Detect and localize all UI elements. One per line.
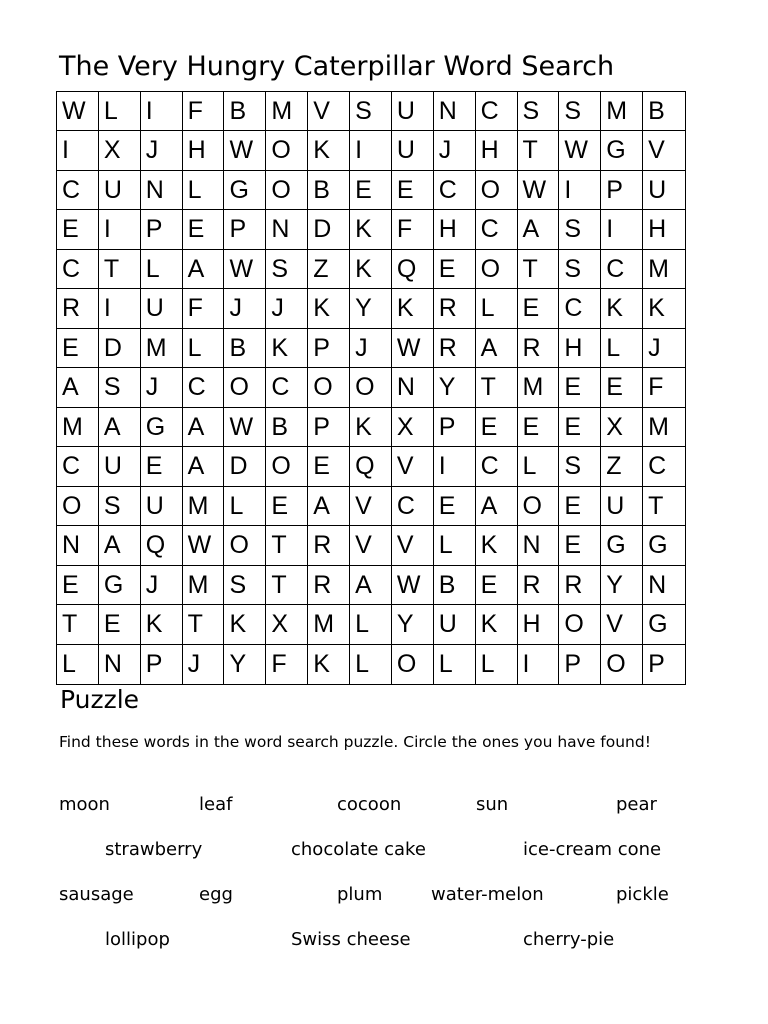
grid-cell: J [183,645,225,684]
grid-cell: A [57,368,99,407]
grid-cell: Y [350,289,392,328]
grid-cell: S [99,487,141,526]
grid-cell: L [476,645,518,684]
grid-cell: G [141,408,183,447]
grid-cell: I [99,210,141,249]
grid-cell: Y [224,645,266,684]
word-item: Swiss cheese [291,929,411,950]
grid-cell: J [350,329,392,368]
grid-cell: L [350,645,392,684]
grid-cell: N [99,645,141,684]
grid-cell: K [308,645,350,684]
grid-cell: A [518,210,560,249]
word-item: strawberry [105,839,203,860]
grid-cell: X [392,408,434,447]
word-item: sun [476,794,509,815]
grid-cell: D [308,210,350,249]
grid-cell: M [141,329,183,368]
grid-cell: E [559,408,601,447]
grid-cell: O [518,487,560,526]
grid-cell: R [518,566,560,605]
grid-cell: X [601,408,643,447]
grid-cell: E [601,368,643,407]
grid-cell: O [224,368,266,407]
grid-cell: W [224,250,266,289]
grid-cell: L [183,171,225,210]
grid-cell: S [99,368,141,407]
grid-cell: Q [141,526,183,565]
grid-cell: S [518,92,560,131]
grid-cell: G [601,131,643,170]
grid-cell: E [518,289,560,328]
grid-cell: O [392,645,434,684]
puzzle-heading: Puzzle [60,685,140,714]
grid-cell: T [57,605,99,644]
grid-cell: E [99,605,141,644]
grid-cell: E [392,171,434,210]
grid-cell: T [99,250,141,289]
grid-cell: N [434,92,476,131]
grid-cell: E [350,171,392,210]
grid-cell: X [99,131,141,170]
grid-cell: U [141,289,183,328]
grid-cell: A [183,408,225,447]
grid-cell: E [434,487,476,526]
grid-cell: Q [392,250,434,289]
grid-cell: A [476,487,518,526]
grid-cell: M [266,92,308,131]
grid-cell: W [224,408,266,447]
grid-cell: E [141,447,183,486]
grid-cell: J [141,566,183,605]
grid-cell: B [266,408,308,447]
grid-cell: N [266,210,308,249]
grid-cell: E [183,210,225,249]
grid-cell: C [559,289,601,328]
grid-cell: C [57,250,99,289]
grid-cell: M [601,92,643,131]
grid-cell: H [434,210,476,249]
grid-cell: C [476,210,518,249]
grid-cell: B [643,92,685,131]
grid-cell: I [559,171,601,210]
grid-cell: K [476,526,518,565]
grid-cell: A [308,487,350,526]
grid-cell: C [434,171,476,210]
word-item: ice-cream cone [523,839,662,860]
grid-cell: K [141,605,183,644]
grid-cell: I [601,210,643,249]
grid-cell: F [183,92,225,131]
grid-cell: C [601,250,643,289]
grid-cell: D [224,447,266,486]
grid-cell: L [141,250,183,289]
grid-cell: S [559,447,601,486]
grid-cell: L [57,645,99,684]
grid-cell: I [518,645,560,684]
grid-cell: P [648,649,665,678]
grid-cell: G [643,526,685,565]
grid-cell: J [224,289,266,328]
grid-cell: T [643,487,685,526]
grid-cell: Z [601,447,643,486]
word-item: pear [616,794,657,815]
grid-cell: R [559,566,601,605]
grid-cell: A [476,329,518,368]
grid-cell: U [392,131,434,170]
grid-cell: D [99,329,141,368]
grid-cell: F [183,289,225,328]
grid-cell: Y [434,368,476,407]
grid-cell: X [266,605,308,644]
grid-cell: P [559,645,601,684]
grid-cell: N [57,526,99,565]
grid-cell: V [350,487,392,526]
grid-cell: O [224,526,266,565]
grid-cell: K [224,605,266,644]
grid-cell: U [99,447,141,486]
grid-cell: B [224,92,266,131]
grid-cell: M [183,487,225,526]
grid-cell: L [434,645,476,684]
grid-cell: P [601,171,643,210]
grid-cell: O [57,487,99,526]
grid-cell: Q [350,447,392,486]
grid-cell: P [141,645,183,684]
page-title: The Very Hungry Caterpillar Word Search [59,51,615,82]
grid-cell: V [308,92,350,131]
grid-cell: A [183,447,225,486]
grid-cell: W [392,566,434,605]
grid-cell: C [57,171,99,210]
grid-cell: F [392,210,434,249]
grid-cell: C [476,92,518,131]
grid-cell: R [434,289,476,328]
word-item: plum [337,884,383,905]
grid-cell: O [350,368,392,407]
grid-cell: U [392,92,434,131]
grid-cell: E [308,447,350,486]
instructions-text: Find these words in the word search puzzle. Circle the ones you have found! [59,733,651,751]
grid-cell: W [392,329,434,368]
grid-cell: L [476,289,518,328]
grid-cell: L [434,526,476,565]
grid-cell: M [643,408,685,447]
grid-cell: V [392,526,434,565]
grid-cell: K [476,605,518,644]
grid-cell: U [601,487,643,526]
grid-cell: A [99,408,141,447]
grid-cell: M [183,566,225,605]
grid-cell: M [518,368,560,407]
word-item: moon [59,794,110,815]
grid-cell: H [559,329,601,368]
grid-cell: G [601,526,643,565]
grid-cell: B [308,171,350,210]
word-item: egg [199,884,233,905]
grid-cell: V [392,447,434,486]
grid-cell: R [308,566,350,605]
grid-cell: O [476,250,518,289]
grid-cell: E [559,487,601,526]
grid-cell: H [183,131,225,170]
grid-cell: I [141,92,183,131]
grid-cell: M [57,408,99,447]
grid-cell: E [559,368,601,407]
grid-cell: S [224,566,266,605]
grid-cell: V [643,131,685,170]
grid-cell: O [476,171,518,210]
grid-cell: K [308,289,350,328]
grid-cell: L [350,605,392,644]
grid-cell: N [141,171,183,210]
word-item: chocolate cake [291,839,426,860]
word-item: leaf [199,794,233,815]
grid-cell: T [518,250,560,289]
grid-cell: N [643,566,685,605]
grid-cell: E [476,566,518,605]
grid-cell: T [183,605,225,644]
word-item: cherry-pie [523,929,615,950]
grid-cell: E [57,566,99,605]
word-item: sausage [59,884,134,905]
grid-cell: R [434,329,476,368]
grid-cell: O [559,605,601,644]
grid-cell: L [99,92,141,131]
grid-cell: U [643,171,685,210]
grid-cell: T [266,526,308,565]
grid-cell: J [141,368,183,407]
grid-cell: E [559,526,601,565]
grid-cell: O [266,171,308,210]
grid-cell: U [434,605,476,644]
grid-cell: F [643,368,685,407]
grid-cell: I [57,131,99,170]
grid-cell: C [183,368,225,407]
grid-cell: A [99,526,141,565]
grid-cell: E [57,210,99,249]
grid-cell: F [266,645,308,684]
grid-cell: A [350,566,392,605]
grid-cell: S [559,210,601,249]
grid-cell: T [518,131,560,170]
grid-cell: M [308,605,350,644]
grid-cell: K [350,250,392,289]
grid-cell: K [392,289,434,328]
grid-cell: H [476,131,518,170]
grid-cell: E [57,329,99,368]
grid-cell: B [434,566,476,605]
grid-cell: W [518,171,560,210]
grid-cell: V [601,605,643,644]
grid-cell: G [224,171,266,210]
grid-cell: T [476,368,518,407]
grid-cell: P [224,210,266,249]
grid-cell: O [266,447,308,486]
grid-cell: N [518,526,560,565]
grid-cell: S [350,92,392,131]
grid-cell: U [141,487,183,526]
grid-cell: I [99,289,141,328]
grid-cell: K [266,329,308,368]
grid-cell: G [99,566,141,605]
grid-cell: S [559,250,601,289]
grid-cell: O [601,645,643,684]
grid-cell: W [57,92,99,131]
grid-cell: P [308,329,350,368]
grid-cell: C [392,487,434,526]
grid-cell: S [559,92,601,131]
grid-cell: I [434,447,476,486]
grid-cell: K [308,131,350,170]
grid-cell: R [57,289,99,328]
grid-cell: R [518,329,560,368]
grid-cell: H [643,210,685,249]
grid-cell: E [476,408,518,447]
grid-cell: W [559,131,601,170]
grid-cell: J [266,289,308,328]
grid-cell: P [308,408,350,447]
grid-cell: J [643,329,685,368]
grid-cell: C [476,447,518,486]
grid-cell: Y [392,605,434,644]
word-item: pickle [616,884,669,905]
grid-cell: J [141,131,183,170]
word-item: cocoon [337,794,402,815]
grid-cell: K [601,289,643,328]
grid-cell: S [266,250,308,289]
word-item: lollipop [105,929,170,950]
grid-cell: C [643,447,685,486]
grid-cell: L [224,487,266,526]
word-item: water-melon [431,884,544,905]
grid-cell: E [266,487,308,526]
grid-cell: I [350,131,392,170]
grid-cell: P [141,210,183,249]
grid-cell: C [266,368,308,407]
grid-cell: K [643,289,685,328]
grid-cell: E [434,250,476,289]
grid-cell: K [350,408,392,447]
grid-cell: L [601,329,643,368]
grid-cell: B [224,329,266,368]
grid-cell: O [308,368,350,407]
grid-cell: T [266,566,308,605]
grid-cell: Y [601,566,643,605]
grid-cell: O [266,131,308,170]
grid-cell: Z [308,250,350,289]
grid-cell: A [183,250,225,289]
grid-cell: R [308,526,350,565]
grid-cell: N [392,368,434,407]
grid-cell: M [643,250,685,289]
word-search-grid [56,91,686,685]
grid-cell: H [518,605,560,644]
grid-cell: C [57,447,99,486]
grid-cell: W [183,526,225,565]
grid-cell: K [350,210,392,249]
grid-cell: P [434,408,476,447]
grid-cell: G [643,605,685,644]
grid-cell: J [434,131,476,170]
grid-cell: U [99,171,141,210]
grid-cell: E [518,408,560,447]
grid-cell: L [183,329,225,368]
grid-cell: W [224,131,266,170]
grid-cell: L [518,447,560,486]
grid-cell: V [350,526,392,565]
